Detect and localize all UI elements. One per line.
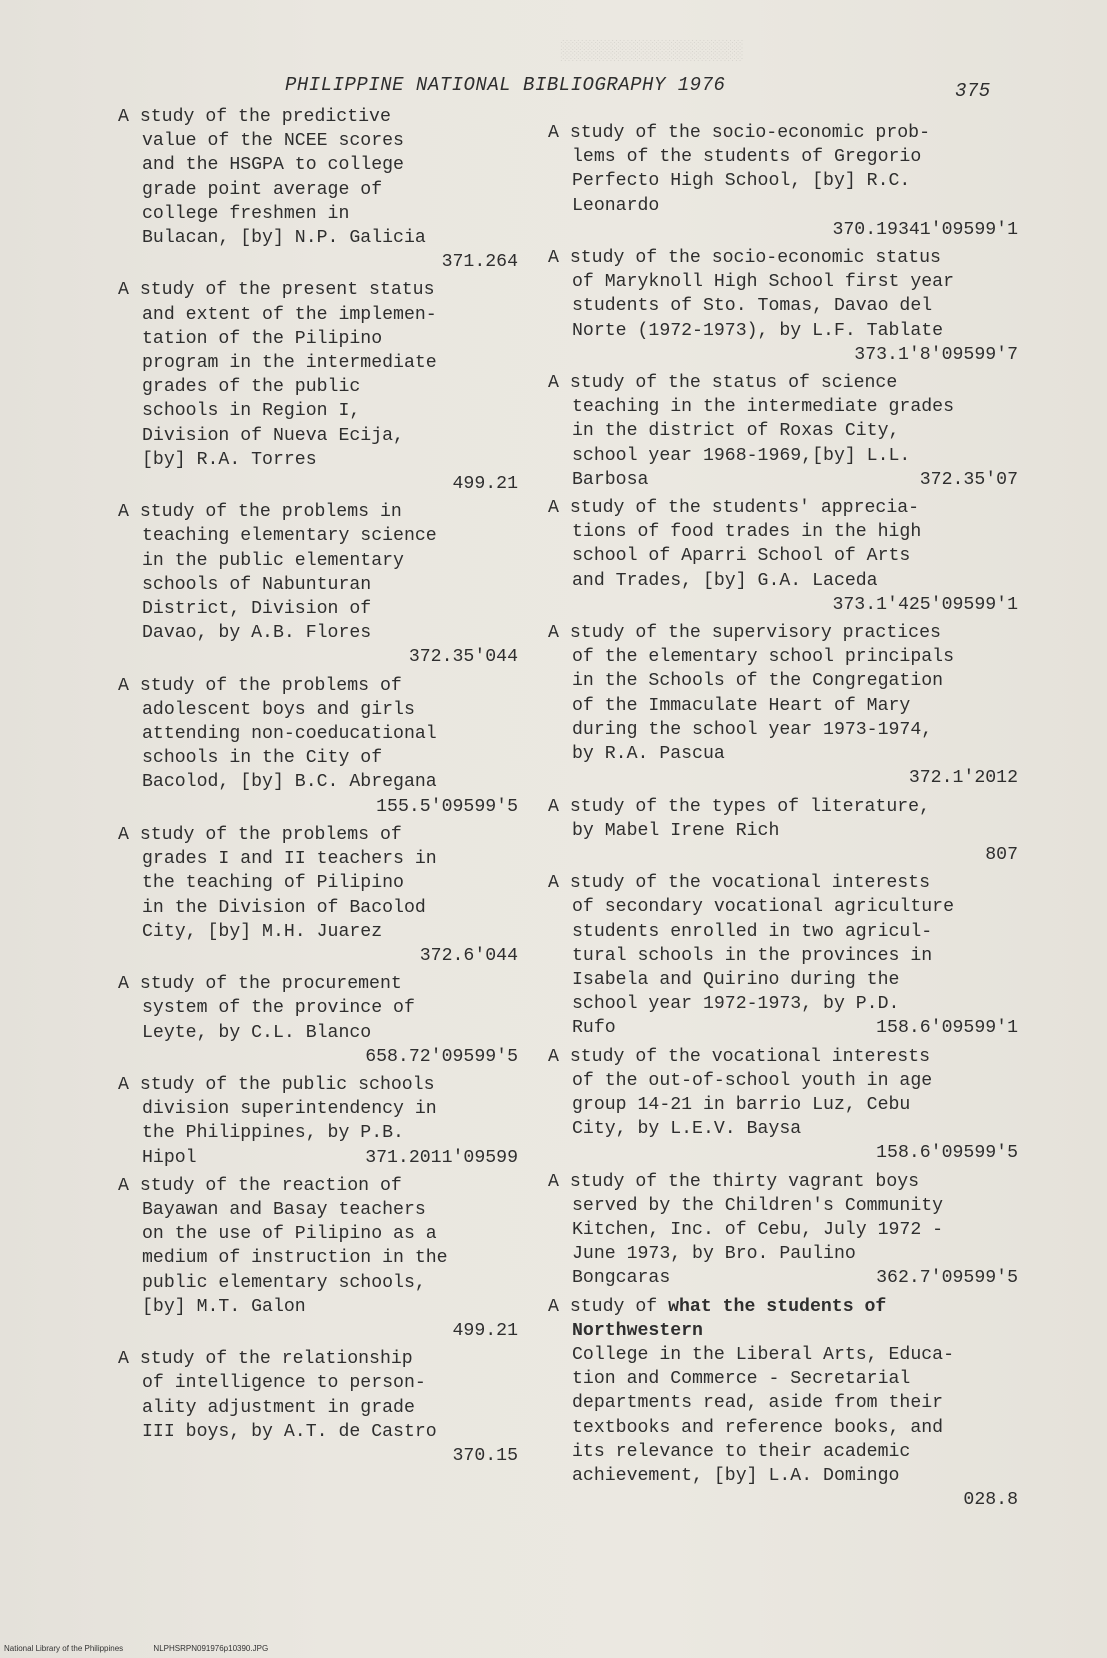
entry-text: A study of the students' apprecia- tions of food trades in the high school of Aparri School of Arts and Trades, [by] G.A. Laceda xyxy=(548,498,922,591)
classification-number: 372.35'044 xyxy=(408,647,518,668)
classification-number: 370.15 xyxy=(452,1445,518,1466)
running-title: PHILIPPINE NATIONAL BIBLIOGRAPHY 1976 xyxy=(285,74,726,96)
bibliography-entry xyxy=(548,871,1018,1040)
entry-text: A study of the problems of adolescent boys and girls attending non-coeducational schools in the City of Bacolod, [by] B.C. Abregana xyxy=(118,675,437,793)
classification-number: 373.1'8'09599'7 xyxy=(854,344,1018,365)
classification-number: 371.264 xyxy=(441,252,518,273)
entry-text: A study of the present status and extent of the implemen- tation of the Pilipino program in the intermediate grades of the public schools in Region I, Division of Nueva Ecija, [by] R.A. Torres xyxy=(118,280,437,470)
classification-number: 028.8 xyxy=(963,1490,1018,1511)
entry-text: A study of the socio-economic prob- lems of the students of Gregorio Perfecto High School, [by] R.C. Leonardo xyxy=(548,123,930,216)
bibliography-entry xyxy=(118,1174,518,1343)
entry-text-rest: College in the Liberal Arts, Educa- tion and Commerce - Secretarial departments read, aside from their textbooks and reference books, and its relevance to their academic achievement, [by] L.A. Domingo xyxy=(572,1345,954,1487)
bibliography-entry xyxy=(118,1347,518,1468)
entry-text-bold: what the students of Northwestern xyxy=(572,1296,887,1341)
bibliography-entry xyxy=(548,621,1018,790)
classification-number: 499.21 xyxy=(452,1320,518,1341)
entry-text: A study of the problems of grades I and II teachers in the teaching of Pilipino in the Division of Bacolod City, [by] M.H. Juarez xyxy=(118,824,437,942)
bibliography-entry xyxy=(548,1045,1018,1166)
classification-number: 371.2011'09599 xyxy=(365,1147,518,1168)
bibliography-entry xyxy=(548,371,1018,492)
classification-number: 372.1'2012 xyxy=(908,768,1018,789)
bibliography-entry xyxy=(118,278,518,496)
classification-number: 658.72'09599'5 xyxy=(365,1046,518,1067)
bibliography-entry xyxy=(118,674,518,819)
classification-number: 155.5'09599'5 xyxy=(376,796,518,817)
classification-number: 370.19341'09599'1 xyxy=(832,219,1018,240)
classification-number: 158.6'09599'5 xyxy=(876,1143,1018,1164)
entry-text xyxy=(548,1295,1018,1489)
bibliography-entry xyxy=(548,1170,1018,1291)
bibliography-entry xyxy=(118,500,518,669)
entry-text: A study of the relationship of intelligence to person- ality adjustment in grade III boys, by A.T. de Castro xyxy=(118,1349,437,1442)
classification-number: 158.6'09599'1 xyxy=(876,1018,1018,1039)
scan-footer xyxy=(4,1644,296,1653)
entry-text: A study of the problems in teaching elementary science in the public elementary schools of Nabunturan District, Division of Davao, by A.B. Flores xyxy=(118,502,437,644)
classification-number: 807 xyxy=(985,844,1018,865)
entry-text: A study of the predictive value of the NCEE scores and the HSGPA to college grade point average of college freshmen in Bulacan, [by] N.P. Galicia xyxy=(118,107,426,249)
entry-text-prefix: A study of xyxy=(548,1296,669,1317)
bibliography-entry xyxy=(118,1073,518,1170)
entry-text: A study of the public schools division superintendency in the Philippines, by P.B. Hipol xyxy=(118,1074,437,1168)
bibliography-entry xyxy=(548,121,1018,242)
entry-text: A study of the status of science teaching in the intermediate grades in the district of Roxas City, school year 1968-1969,[by] L.L. Barbosa xyxy=(548,373,954,490)
classification-number: 499.21 xyxy=(452,474,518,495)
bleed-through-mark: ░░░░░░░░░░░░░░░░ xyxy=(560,40,743,62)
bibliography-entry xyxy=(548,795,1018,868)
entry-text: A study of the thirty vagrant boys served by the Children's Community Kitchen, Inc. of Cebu, July 1972 - June 1973, by Bro. Paulino Bongcaras xyxy=(548,1171,944,1289)
entry-text: A study of the vocational interests of secondary vocational agriculture students enrolled in two agricul- tural schools in the provinces in Isabela and Quirino during the school year 1972-1973, by P.D. Rufo xyxy=(548,873,954,1039)
bibliography-entry xyxy=(548,246,1018,367)
classification-number: 372.35'07 xyxy=(919,469,1018,490)
bibliography-entry xyxy=(548,1295,1018,1513)
bibliography-entry xyxy=(118,823,518,968)
entry-text: A study of the reaction of Bayawan and Basay teachers on the use of Pilipino as a medium of instruction in the public elementary schools, [by] M.T. Galon xyxy=(118,1175,448,1317)
left-column xyxy=(118,105,518,1472)
page-number: 375 xyxy=(955,80,991,102)
classification-number: 372.6'044 xyxy=(419,945,518,966)
footer-file: NLPHSRPN091976p10390.JPG xyxy=(153,1644,269,1653)
entry-text: A study of the vocational interests of the out-of-school youth in age group 14-21 in barrio Luz, Cebu City, by L.E.V. Baysa xyxy=(548,1046,933,1140)
entry-text: A study of the supervisory practices of the elementary school principals in the Schools of the Congregation of the Immaculate Heart of Mary during the school year 1973-1974, by R.A. Pascua xyxy=(548,623,954,765)
classification-number: 373.1'425'09599'1 xyxy=(832,594,1018,615)
entry-text: A study of the procurement system of the province of Leyte, by C.L. Blanco xyxy=(118,974,415,1043)
classification-number: 362.7'09599'5 xyxy=(876,1268,1018,1289)
bibliography-entry xyxy=(548,496,1018,617)
bibliography-entry xyxy=(118,972,518,1069)
footer-library: National Library of the Philippines xyxy=(4,1644,124,1653)
entry-text: A study of the types of literature, by Mabel Irene Rich xyxy=(548,796,930,841)
entry-text: A study of the socio-economic status of Maryknoll High School first year students of Sto. Tomas, Davao del Norte (1972-1973), by L.F. Tablate xyxy=(548,248,954,341)
right-column xyxy=(548,121,1018,1516)
bibliography-entry xyxy=(118,105,518,274)
